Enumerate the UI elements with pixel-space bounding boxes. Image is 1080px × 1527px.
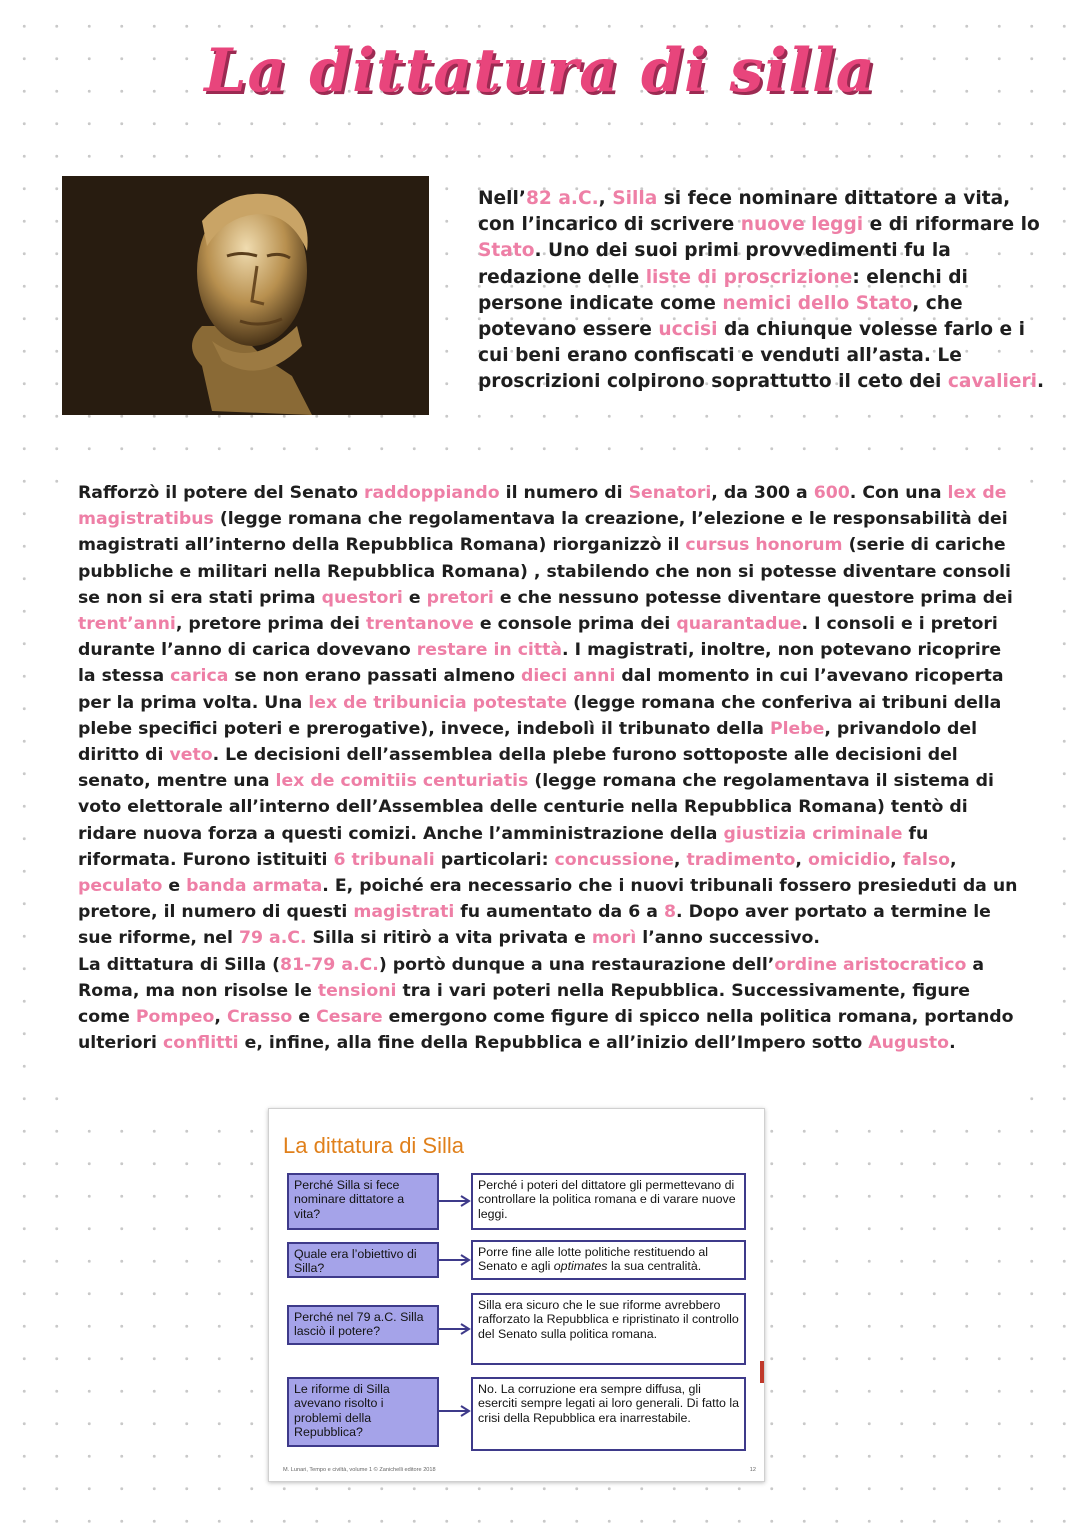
text-run: e bbox=[402, 587, 427, 608]
text-run: , che potevano essere bbox=[478, 292, 963, 341]
highlighted-term: restare in città bbox=[416, 640, 563, 661]
highlighted-term: ordine aristocratico bbox=[774, 954, 967, 975]
question-box: Quale era l’obiettivo di Silla? bbox=[287, 1242, 439, 1278]
text-run: Silla era sicuro che le sue riforme avrebbero rafforzato la Repubblica e ripristinato il controllo del Senato sulla politica romana. bbox=[478, 1298, 739, 1341]
highlighted-term: 6 tribunali bbox=[333, 849, 435, 870]
silla-bust-image bbox=[62, 176, 429, 415]
text-run: la sua centralità. bbox=[607, 1259, 702, 1274]
highlighted-term: nuove leggi bbox=[740, 214, 864, 236]
highlighted-term: 8 bbox=[663, 902, 676, 923]
text-run: . E, poiché era necessario che i nuovi tribunali fossero presieduti da un pretore, il numero di questi bbox=[78, 876, 1018, 923]
question-box: Perché nel 79 a.C. Silla lasciò il potere? bbox=[287, 1305, 439, 1345]
slide-credit: M. Lunari, Tempo e civiltà, volume 1 © Zanichelli editore 2018 bbox=[283, 1467, 436, 1473]
text-run: e che nessuno potesse diventare questore prima dei bbox=[493, 587, 1013, 608]
highlighted-term: lex de magistratibus bbox=[78, 483, 1007, 530]
text-run: ) portò dunque a una restaurazione dell’ bbox=[378, 954, 775, 975]
slide-accent-mark bbox=[760, 1361, 764, 1383]
text-run: e, infine, alla fine della Repubblica e all’inizio dell’Impero sotto bbox=[238, 1033, 869, 1054]
page-title: La dittatura di silla bbox=[204, 36, 876, 106]
highlighted-term: Senatori bbox=[628, 483, 712, 503]
text-run: (serie di cariche pubbliche e militari nella Repubblica Romana) , stabilendo che non si potesse diventare consoli se non si era stati prima bbox=[78, 535, 1011, 608]
answer-box bbox=[471, 1293, 746, 1365]
text-run: (legge romana che conferiva ai tribuni della plebe specifici poteri e prerogative), invece, indebolì il tribunato della bbox=[78, 692, 1002, 739]
highlighted-term: giustizia criminale bbox=[723, 823, 903, 844]
highlighted-term: falso bbox=[902, 849, 950, 870]
text-run: (legge romana che regolamentava la creazione, l’elezione e le responsabilità dei magistrati all’interno della Repubblica Romana) riorganizzò il bbox=[78, 509, 1008, 556]
text-run: , pretore prima dei bbox=[175, 614, 366, 635]
text-run: , bbox=[673, 849, 687, 870]
text-run: e di riformare lo bbox=[863, 214, 1040, 236]
text-run: . Dopo aver portato a termine le sue riforme, nel bbox=[78, 902, 991, 949]
text-run: . I magistrati, inoltre, non potevano ricoprire la stessa bbox=[78, 640, 1002, 687]
text-run: se non erano passati almeno bbox=[228, 666, 521, 687]
highlighted-term: 81-79 a.C. bbox=[280, 954, 379, 975]
highlighted-term: raddoppiando bbox=[363, 483, 500, 503]
text-run: fu riformata. Furono istituiti bbox=[78, 823, 929, 870]
highlighted-term: tensioni bbox=[317, 980, 397, 1001]
answer-box bbox=[471, 1377, 746, 1451]
text-run: si fece nominare dittatore a vita, con l’incarico di scrivere bbox=[478, 188, 1011, 236]
text-run: No. La corruzione era sempre diffusa, gli eserciti sempre legati ai loro generali. Di fatto la crisi della Repubblica era inarrestabile. bbox=[478, 1382, 740, 1425]
text-run: . Uno dei suoi primi provvedimenti fu la redazione delle bbox=[478, 240, 951, 288]
question-box: Le riforme di Silla avevano risolto i problemi della Repubblica? bbox=[287, 1377, 439, 1447]
text-run: Silla si ritirò a vita privata e bbox=[306, 928, 592, 949]
highlighted-term: conflitti bbox=[163, 1033, 239, 1054]
highlighted-term: Augusto bbox=[868, 1033, 950, 1054]
main-paragraph bbox=[78, 480, 1023, 1056]
text-run: , bbox=[949, 849, 957, 870]
text-run: , bbox=[598, 188, 613, 209]
highlighted-term: veto bbox=[169, 745, 213, 766]
question-box: Perché Silla si fece nominare dittatore a vita? bbox=[287, 1173, 439, 1230]
answer-box bbox=[471, 1240, 746, 1280]
summary-slide bbox=[268, 1108, 765, 1482]
highlighted-term: trentanove bbox=[365, 614, 474, 635]
highlighted-term: questori bbox=[321, 587, 403, 608]
text-run: optimates bbox=[553, 1259, 608, 1274]
highlighted-term: nemici dello Stato bbox=[722, 292, 913, 314]
text-run: , bbox=[214, 1007, 227, 1028]
arrow-icon bbox=[439, 1405, 473, 1417]
text-run: , bbox=[890, 849, 903, 870]
highlighted-term: uccisi bbox=[658, 319, 718, 341]
highlighted-term: quarantadue bbox=[676, 614, 802, 635]
text-run: l’anno successivo. bbox=[636, 928, 820, 949]
text-run: emergono come figure di spicco nella politica romana, portando ulteriori bbox=[78, 1007, 1014, 1054]
text-run: da chiunque volesse farlo e i cui beni erano confiscati e venduti all’asta. Le proscrizioni colpirono soprattutto il ceto dei bbox=[478, 319, 1025, 393]
text-run: il numero di bbox=[499, 483, 629, 503]
highlighted-term: carica bbox=[170, 666, 229, 687]
text-run: . Con una bbox=[849, 483, 948, 503]
text-run: tra i vari poteri nella Repubblica. Successivamente, figure come bbox=[78, 980, 970, 1028]
highlighted-term: cursus honorum bbox=[685, 535, 843, 556]
text-run: , bbox=[795, 849, 808, 870]
highlighted-term: Crasso bbox=[226, 1007, 293, 1028]
text-run: e bbox=[292, 1007, 317, 1028]
text-run: , privandolo del diritto di bbox=[78, 718, 978, 766]
highlighted-term: peculato bbox=[78, 876, 163, 897]
highlighted-term: Silla bbox=[612, 188, 658, 209]
highlighted-term: 600 bbox=[813, 483, 850, 503]
highlighted-term: 79 a.C. bbox=[238, 928, 307, 949]
highlighted-term: lex de tribunicia potestate bbox=[308, 692, 568, 713]
intro-paragraph bbox=[478, 186, 1048, 396]
highlighted-term: banda armata bbox=[186, 876, 323, 897]
text-run: . Le decisioni dell’assemblea della plebe furono sottoposte alle decisioni del senato, mentre una bbox=[78, 745, 958, 792]
highlighted-term: Stato bbox=[478, 240, 535, 262]
text-run: . I consoli e i pretori durante l’anno di carica dovevano bbox=[78, 614, 998, 661]
text-run: Perché i poteri del dittatore gli permettevano di controllare la politica romana e di varare nuove leggi. bbox=[478, 1178, 736, 1221]
highlighted-term: morì bbox=[591, 928, 637, 949]
arrow-icon bbox=[439, 1323, 473, 1335]
slide-title: La dittatura di Silla bbox=[283, 1133, 464, 1158]
highlighted-term: omicidio bbox=[807, 849, 891, 870]
text-run: La dittatura di Silla ( bbox=[78, 954, 281, 975]
highlighted-term: tradimento bbox=[686, 849, 796, 870]
arrow-icon bbox=[439, 1254, 473, 1266]
highlighted-term: lex de comitiis centuriatis bbox=[275, 771, 529, 792]
highlighted-term: trent’anni bbox=[78, 614, 176, 635]
highlighted-term: magistrati bbox=[353, 902, 455, 923]
highlighted-term: liste di proscrizione bbox=[645, 266, 853, 288]
highlighted-term: pretori bbox=[426, 587, 494, 608]
highlighted-term: Pompeo bbox=[135, 1007, 215, 1028]
text-run: dal momento in cui l’avevano ricoperta per la prima volta. Una bbox=[78, 666, 1004, 713]
text-run: . bbox=[949, 1033, 956, 1054]
text-run: Porre fine alle lotte politiche restituendo al Senato e agli bbox=[478, 1245, 709, 1274]
answer-box bbox=[471, 1173, 746, 1230]
highlighted-term: concussione bbox=[554, 849, 674, 870]
text-run: particolari: bbox=[434, 849, 555, 870]
text-run: fu aumentato da 6 a bbox=[454, 902, 664, 923]
highlighted-term: dieci anni bbox=[521, 666, 616, 687]
text-run: Nell’ bbox=[478, 188, 526, 209]
text-run: e console prima dei bbox=[473, 614, 677, 635]
highlighted-term: cavalieri bbox=[947, 371, 1038, 393]
bust-illustration bbox=[62, 176, 429, 415]
text-run: : elenchi di persone indicate come bbox=[478, 266, 968, 314]
text-run: e bbox=[162, 876, 187, 897]
text-run: Rafforzò il potere del Senato bbox=[78, 483, 364, 503]
highlighted-term: Plebe bbox=[769, 718, 825, 739]
text-run: , da 300 a bbox=[711, 483, 814, 503]
slide-page-number: 12 bbox=[749, 1467, 756, 1473]
text-run: . bbox=[1037, 371, 1045, 393]
highlighted-term: 82 a.C. bbox=[525, 188, 599, 209]
arrow-icon bbox=[439, 1195, 473, 1207]
text-run: a Roma, ma non risolse le bbox=[78, 954, 984, 1001]
text-run: (legge romana che regolamentava il sistema di voto elettorale all’interno dell’Assemblea delle centurie nella Repubblica Romana) tentò di ridare nuova forza a questi comizi. Anche l’amministrazione della bbox=[78, 771, 994, 844]
highlighted-term: Cesare bbox=[316, 1007, 383, 1028]
